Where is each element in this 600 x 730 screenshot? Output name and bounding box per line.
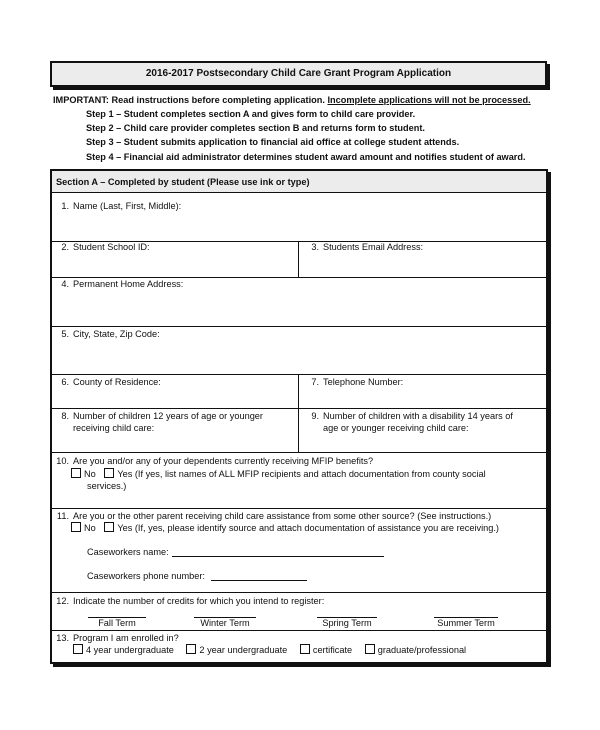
field-label: Number of children 12 years of age or younger bbox=[73, 411, 263, 421]
mfip-no-checkbox[interactable] bbox=[71, 468, 81, 478]
assistance-options bbox=[71, 522, 545, 534]
term-fall-label: Fall Term bbox=[98, 618, 136, 628]
caseworker-phone-label: Caseworkers phone number: bbox=[87, 571, 205, 581]
field-other-assistance bbox=[52, 510, 546, 522]
program-2yr-checkbox[interactable] bbox=[186, 644, 196, 654]
step-1: Step 1 – Student completes section A and gives form to child care provider. bbox=[86, 109, 416, 119]
field-question: Are you and/or any of your dependents currently receiving MFIP benefits? bbox=[73, 456, 374, 466]
field-number: 3. bbox=[311, 242, 319, 252]
row-divider bbox=[52, 452, 546, 453]
step-2: Step 2 – Child care provider completes section B and returns form to student. bbox=[86, 123, 425, 134]
program-certificate-checkbox[interactable] bbox=[300, 644, 310, 654]
assistance-yes-label: Yes (If, yes, please identify source and attach documentation of assistance you are receiving.) bbox=[117, 523, 499, 533]
important-label: IMPORTANT: Read instructions before completing application. bbox=[53, 95, 328, 105]
field-label-line2: receiving child care: bbox=[73, 423, 155, 433]
caseworker-name-label: Caseworkers name: bbox=[87, 547, 169, 557]
field-number: 2. bbox=[61, 242, 69, 252]
assistance-no-label: No bbox=[84, 523, 96, 533]
row-divider bbox=[52, 592, 546, 593]
field-number: 11. bbox=[56, 511, 69, 521]
field-county[interactable] bbox=[52, 376, 292, 388]
field-question: Program I am enrolled in? bbox=[73, 633, 179, 643]
mfip-no-label: No bbox=[84, 469, 96, 479]
field-question: Are you or the other parent receiving child care assistance from some other source? (See instructions.) bbox=[73, 511, 492, 521]
step-3: Step 3 – Student submits application to financial aid office at college student attends. bbox=[86, 137, 460, 148]
field-student-id[interactable] bbox=[52, 241, 292, 253]
assistance-yes-checkbox[interactable] bbox=[104, 522, 114, 532]
assistance-no-checkbox[interactable] bbox=[71, 522, 81, 532]
important-warning: Incomplete applications will not be processed. bbox=[327, 95, 531, 105]
term-summer-label: Summer Term bbox=[437, 618, 495, 628]
field-number: 13. bbox=[56, 633, 69, 643]
row-divider bbox=[52, 408, 546, 409]
field-label: Number of children with a disability 14 years of bbox=[323, 411, 513, 421]
program-4yr-label: 4 year undergraduate bbox=[86, 645, 174, 655]
field-credits bbox=[52, 595, 542, 607]
field-question: Indicate the number of credits for which you intend to register: bbox=[73, 596, 325, 606]
row-divider bbox=[52, 374, 546, 375]
field-number: 12. bbox=[56, 596, 69, 606]
program-options bbox=[73, 644, 543, 656]
field-number: 4. bbox=[61, 279, 69, 289]
field-label: County of Residence: bbox=[73, 377, 161, 387]
field-children-disability[interactable] bbox=[302, 410, 546, 434]
field-label: Permanent Home Address: bbox=[73, 279, 184, 289]
program-2yr-label: 2 year undergraduate bbox=[199, 645, 288, 655]
row-divider bbox=[52, 326, 546, 327]
program-4yr-checkbox[interactable] bbox=[73, 644, 83, 654]
field-label: Student School ID: bbox=[73, 242, 150, 252]
field-number: 10. bbox=[56, 456, 69, 466]
term-winter-label: Winter Term bbox=[200, 618, 250, 628]
field-number: 6. bbox=[61, 377, 69, 387]
important-notice bbox=[53, 93, 548, 107]
field-email[interactable] bbox=[302, 241, 542, 253]
term-spring-label: Spring Term bbox=[322, 618, 372, 628]
row-divider bbox=[52, 508, 546, 509]
field-number: 7. bbox=[311, 377, 319, 387]
field-program bbox=[52, 632, 542, 644]
field-number: 5. bbox=[61, 329, 69, 339]
program-graduate-checkbox[interactable] bbox=[365, 644, 375, 654]
step-4: Step 4 – Financial aid administrator determines student award amount and notifies student of award. bbox=[86, 151, 526, 162]
section-a bbox=[50, 169, 548, 664]
column-divider bbox=[298, 374, 299, 452]
caseworker-name-input[interactable] bbox=[172, 556, 384, 557]
field-city-state-zip[interactable] bbox=[52, 328, 292, 340]
section-a-header: Section A – Completed by student (Please use ink or type) bbox=[52, 171, 546, 193]
caseworker-phone-input[interactable] bbox=[211, 580, 307, 581]
field-number: 9. bbox=[311, 411, 319, 421]
mfip-yes-checkbox[interactable] bbox=[104, 468, 114, 478]
form-title: 2016-2017 Postsecondary Child Care Grant Program Application bbox=[50, 61, 547, 87]
field-name[interactable] bbox=[52, 200, 292, 212]
field-label-line2: age or younger receiving child care: bbox=[323, 423, 469, 433]
mfip-yes-label: Yes (If yes, list names of ALL MFIP recipients and attach documentation from county social bbox=[117, 469, 486, 479]
field-label: Name (Last, First, Middle): bbox=[73, 201, 182, 211]
field-number: 1. bbox=[61, 201, 69, 211]
program-certificate-label: certificate bbox=[312, 645, 353, 655]
steps-list bbox=[86, 107, 556, 164]
row-divider bbox=[52, 630, 546, 631]
mfip-options bbox=[71, 468, 541, 480]
field-label: City, State, Zip Code: bbox=[73, 329, 160, 339]
field-number: 8. bbox=[61, 411, 69, 421]
program-graduate-label: graduate/professional bbox=[377, 645, 467, 655]
mfip-yes-label-line2: services.) bbox=[87, 481, 127, 491]
field-children-count[interactable] bbox=[52, 410, 296, 434]
field-label: Telephone Number: bbox=[323, 377, 404, 387]
field-mfip bbox=[52, 455, 542, 467]
column-divider bbox=[298, 241, 299, 277]
field-label: Students Email Address: bbox=[323, 242, 424, 252]
field-telephone[interactable] bbox=[302, 376, 542, 388]
field-home-address[interactable] bbox=[52, 278, 292, 290]
